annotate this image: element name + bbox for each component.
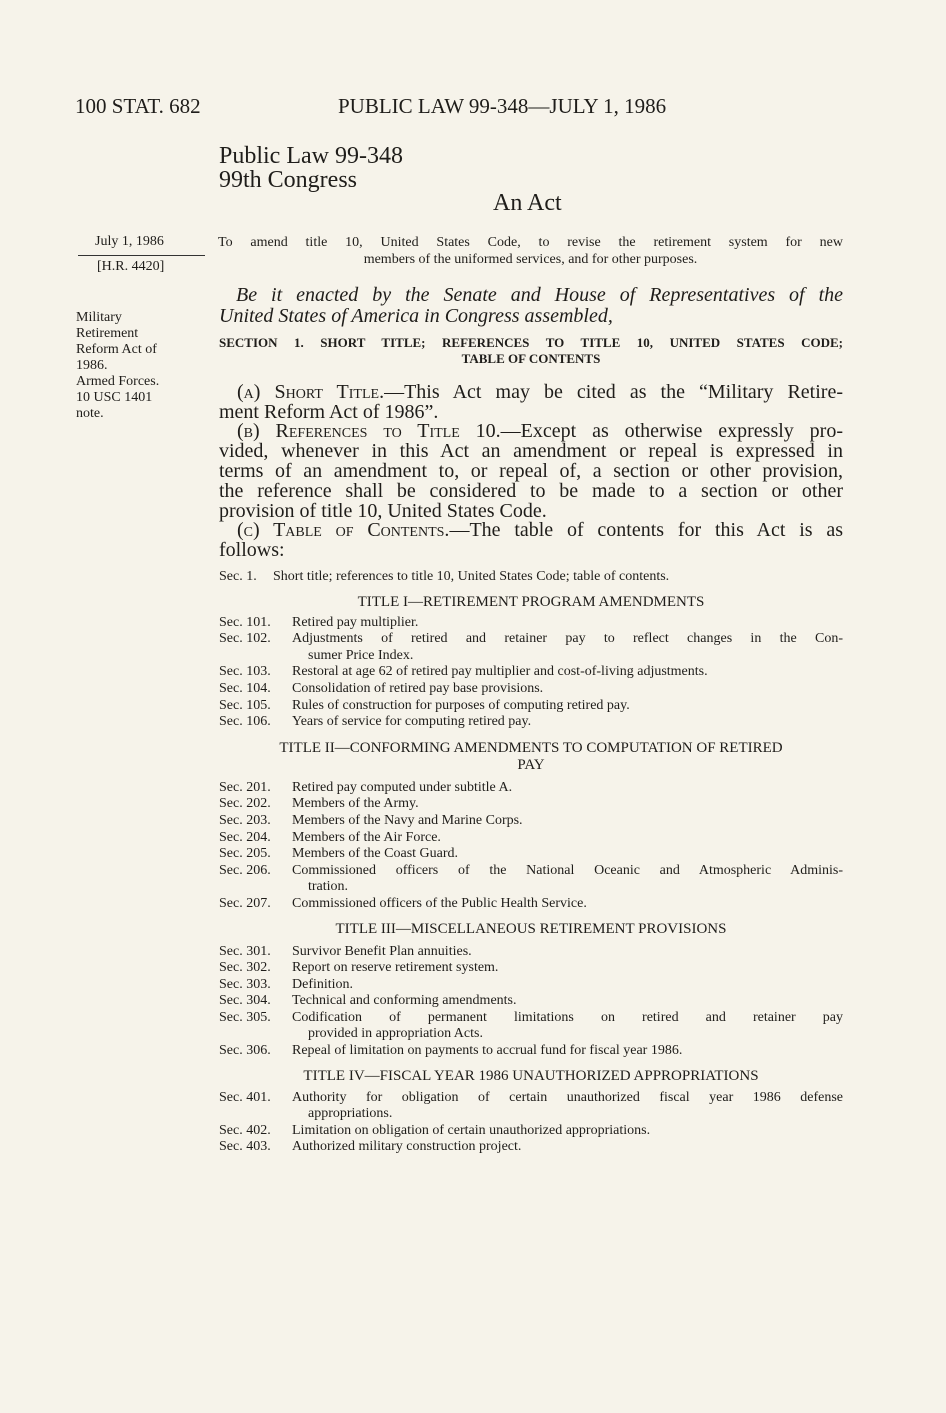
toc-sec-number: Sec. 207. <box>219 895 271 911</box>
toc-entry <box>219 830 843 847</box>
toc-sec-title: Members of the Army. <box>292 796 419 812</box>
toc-entry <box>219 977 843 994</box>
margin-note-line: Military <box>76 310 122 325</box>
toc-entry <box>219 569 843 586</box>
paragraph-b-line-3: terms of an amendment to, or repeal of, a section or other provision, <box>219 460 843 482</box>
toc-sec-title-cont: appropriations. <box>308 1106 393 1122</box>
toc-sec-title: Repeal of limitation on payments to accrual fund for fiscal year 1986. <box>292 1043 683 1059</box>
toc-entry <box>219 714 843 731</box>
toc-sec-number: Sec. 102. <box>219 631 271 647</box>
paragraph-b-line-4: the reference shall be considered to be made to a section or other <box>219 480 843 502</box>
toc-sec-title: Codification of permanent limitations on retired and retainer pay <box>292 1009 843 1025</box>
toc-sec-title: Adjustments of retired and retainer pay to reflect changes in the Con- <box>292 631 843 647</box>
paragraph-c-line-1: —The table of contents for this Act is as <box>449 519 843 541</box>
toc-sec-title: Authority for obligation of certain unauthorized fiscal year 1986 defense <box>292 1089 843 1105</box>
toc-entry <box>219 681 843 698</box>
toc-sec-title: Members of the Coast Guard. <box>292 846 459 862</box>
margin-date: July 1, 1986 <box>95 234 164 249</box>
purpose-line-1: To amend title 10, United States Code, to revise the retirement system for new <box>218 235 843 250</box>
toc-sec-number: Sec. 104. <box>219 680 271 696</box>
margin-note <box>76 310 159 422</box>
toc-entry <box>219 1123 843 1140</box>
margin-bill-number: [H.R. 4420] <box>97 259 165 274</box>
paragraph-c-label: (c) Table of Contents. <box>237 519 450 541</box>
running-title: PUBLIC LAW 99-348—JULY 1, 1986 <box>338 94 667 118</box>
toc-entry <box>219 698 843 715</box>
toc-title-3-heading: TITLE III—MISCELLANEOUS RETIREMENT PROVISIONS <box>335 920 727 937</box>
toc-entry <box>219 1090 843 1123</box>
toc-sec-title: Retired pay computed under subtitle A. <box>292 779 513 795</box>
section-heading-line-1: SECTION 1. SHORT TITLE; REFERENCES TO TITLE 10, UNITED STATES CODE; <box>219 335 843 350</box>
toc-sec-title: Commissioned officers of the National Oceanic and Atmospheric Adminis- <box>292 862 843 878</box>
toc-sec-number: Sec. 202. <box>219 796 271 812</box>
toc-entry <box>219 944 843 961</box>
toc-sec-number: Sec. 301. <box>219 943 271 959</box>
toc-entry <box>219 846 843 863</box>
toc-sec-title: Restoral at age 62 of retired pay multiplier and cost-of-living adjustments. <box>292 664 708 680</box>
toc-entry <box>219 993 843 1010</box>
toc-sec-title: Authorized military construction project. <box>292 1139 522 1155</box>
toc-entry <box>219 863 843 896</box>
paragraph-c-line-2: follows: <box>219 539 285 561</box>
an-act-label: An Act <box>493 190 562 216</box>
toc-sec-number: Sec. 401. <box>219 1089 271 1105</box>
paragraph-b-label: (b) References to Title 10. <box>237 420 501 442</box>
paragraph-c <box>219 520 843 560</box>
margin-note-line: note. <box>76 406 104 421</box>
toc-entry <box>219 1139 843 1156</box>
toc-sec-title: Rules of construction for purposes of computing retired pay. <box>292 697 630 713</box>
toc-entry <box>219 615 843 632</box>
toc-sec-number: Sec. 306. <box>219 1043 271 1059</box>
toc-sec-number: Sec. 1. <box>219 569 257 584</box>
margin-note-line: Reform Act of <box>76 342 157 357</box>
purpose-line-2: members of the uniformed services, and for other purposes. <box>363 252 698 267</box>
toc-sec-number: Sec. 106. <box>219 714 271 730</box>
toc-sec-number: Sec. 206. <box>219 862 271 878</box>
margin-note-line: 1986. <box>76 358 108 373</box>
toc-sec-number: Sec. 305. <box>219 1009 271 1025</box>
paragraph-a <box>219 382 843 422</box>
toc-sec-number: Sec. 303. <box>219 976 271 992</box>
toc-sec-number: Sec. 105. <box>219 697 271 713</box>
paragraph-b <box>219 421 843 521</box>
toc-sec-title: Commissioned officers of the Public Health Service. <box>292 895 587 911</box>
toc-sec-number: Sec. 205. <box>219 846 271 862</box>
public-law-number: Public Law 99-348 <box>219 143 403 169</box>
toc-sec-title-cont: tration. <box>308 879 349 895</box>
toc-entry <box>219 631 843 664</box>
toc-sec-number: Sec. 403. <box>219 1139 271 1155</box>
paragraph-a-line-2: ment Reform Act of 1986”. <box>219 401 439 423</box>
paragraph-b-line-2: vided, whenever in this Act an amendment or repeal is expressed in <box>219 440 843 462</box>
toc-entry <box>219 1010 843 1043</box>
toc-entry <box>219 664 843 681</box>
toc-entry <box>219 896 843 913</box>
paragraph-a-line-1: —This Act may be cited as the “Military Retire- <box>384 381 843 403</box>
toc-sec-title: Limitation on obligation of certain unauthorized appropriations. <box>292 1122 651 1138</box>
section-heading-line-2: TABLE OF CONTENTS <box>461 351 601 366</box>
enacting-line-2: United States of America in Congress assembled, <box>219 305 613 327</box>
toc-sec-title-cont: sumer Price Index. <box>308 647 414 663</box>
toc-sec-title: Members of the Navy and Marine Corps. <box>292 812 523 828</box>
margin-note-line: 10 USC 1401 <box>76 390 153 405</box>
section-1-heading <box>219 335 843 367</box>
table-of-contents <box>219 569 843 1156</box>
toc-sec-title: Retired pay multiplier. <box>292 614 419 630</box>
toc-entry <box>219 960 843 977</box>
enacting-line-1: Be it enacted by the Senate and House of Representatives of the <box>236 284 843 306</box>
toc-sec-number: Sec. 201. <box>219 779 271 795</box>
margin-note-line: Retirement <box>76 326 139 341</box>
toc-sec-title: Consolidation of retired pay base provisions. <box>292 680 544 696</box>
toc-sec-number: Sec. 101. <box>219 614 271 630</box>
toc-sec-number: Sec. 304. <box>219 993 271 1009</box>
toc-sec-title-cont: provided in appropriation Acts. <box>308 1026 483 1042</box>
toc-title-2-heading-cont: PAY <box>517 756 545 773</box>
toc-sec-title: Technical and conforming amendments. <box>292 993 517 1009</box>
toc-sec-title: Years of service for computing retired pay. <box>292 714 532 730</box>
toc-sec-number: Sec. 402. <box>219 1122 271 1138</box>
toc-sec-number: Sec. 204. <box>219 829 271 845</box>
toc-entry <box>219 813 843 830</box>
toc-sec-title: Short title; references to title 10, United States Code; table of contents. <box>273 569 670 584</box>
toc-entry <box>219 796 843 813</box>
margin-divider <box>78 255 205 256</box>
margin-note-line: Armed Forces. <box>76 374 160 389</box>
toc-entry <box>219 780 843 797</box>
toc-entry <box>219 1043 843 1060</box>
enacting-clause <box>219 285 843 327</box>
toc-sec-title: Report on reserve retirement system. <box>292 960 499 976</box>
toc-title-4-heading: TITLE IV—FISCAL YEAR 1986 UNAUTHORIZED APPROPRIATIONS <box>303 1067 759 1084</box>
toc-title-1-heading: TITLE I—RETIREMENT PROGRAM AMENDMENTS <box>357 593 705 610</box>
toc-sec-number: Sec. 203. <box>219 812 271 828</box>
paragraph-b-line-5: provision of title 10, United States Code. <box>219 500 547 522</box>
toc-title-2-heading: TITLE II—CONFORMING AMENDMENTS TO COMPUTATION OF RETIRED <box>279 739 783 756</box>
toc-sec-number: Sec. 302. <box>219 960 271 976</box>
toc-sec-number: Sec. 103. <box>219 664 271 680</box>
toc-sec-title: Survivor Benefit Plan annuities. <box>292 943 472 959</box>
paragraph-a-label: (a) Short Title. <box>237 381 385 403</box>
congress-label: 99th Congress <box>219 167 357 193</box>
toc-sec-title: Definition. <box>292 976 354 992</box>
toc-sec-title: Members of the Air Force. <box>292 829 441 845</box>
stat-page-number: 100 STAT. 682 <box>75 94 201 118</box>
paragraph-b-line-1: —Except as otherwise expressly pro- <box>500 420 843 442</box>
